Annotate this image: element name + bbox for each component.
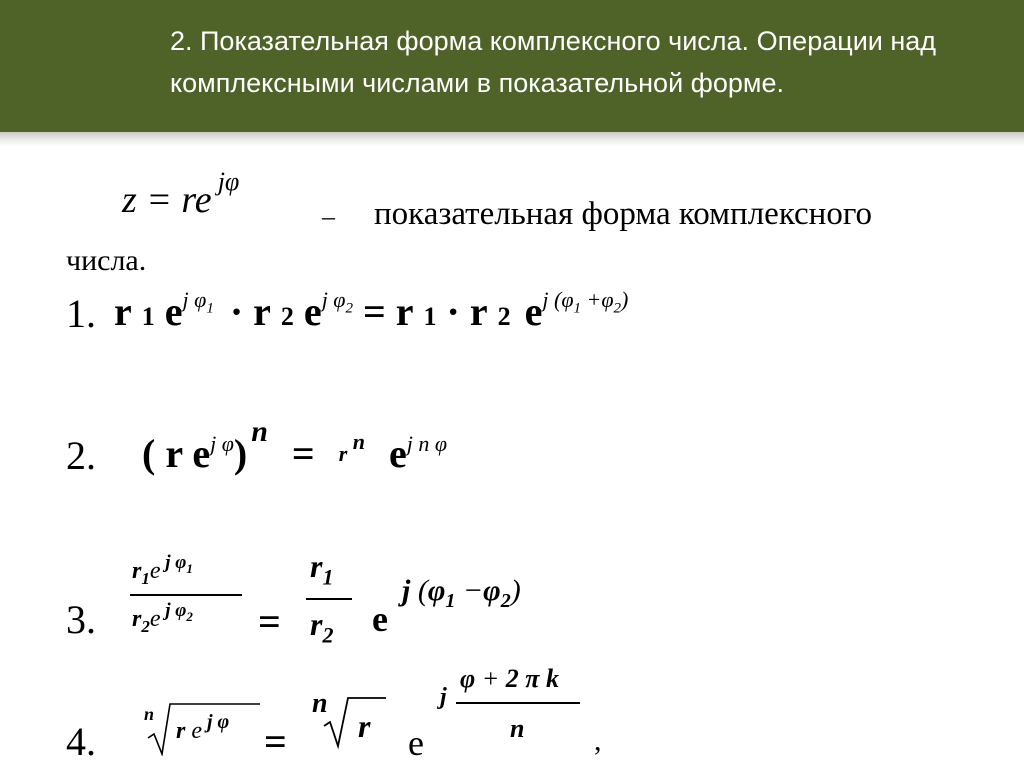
root4-index: n <box>144 704 155 724</box>
definition-text-line2: числа. <box>66 244 147 277</box>
equals-3: = <box>258 599 281 644</box>
exponent-4-denominator: n <box>510 714 525 743</box>
root4-radicand: r e $^{j \varphi}$ <box>176 711 230 744</box>
exp-base-4: e <box>408 723 424 763</box>
item-number-4: 4. <box>66 719 96 764</box>
fraction3b-bar <box>306 598 352 600</box>
header-divider <box>0 132 1024 146</box>
exponent-4-numerator: φ + 2 π k <box>460 664 559 693</box>
formula-product: r 1 $e^{j \varphi_1} \cdot r$ 2 $e^{j \varphi_2} = r$ 1 · r 2 $e^{j (\varphi_1 +\varphi_2)}$ <box>114 287 629 334</box>
definition-formula: z = re $^{j\varphi}$ <box>122 167 240 221</box>
item-number-3: 3. <box>66 597 96 642</box>
title-banner <box>0 0 1024 132</box>
exponent-4-bar <box>456 702 580 704</box>
equals-4: = <box>264 719 287 764</box>
exponent-4-j: j <box>440 684 447 710</box>
exponent-3: j $(\varphi_1 -\varphi_2)$ <box>402 574 521 612</box>
exp-base-3: e <box>372 599 388 639</box>
fraction3-bar <box>130 594 242 596</box>
definition-text-line1: показательная форма комплексного <box>374 196 873 232</box>
radical-sign-2 <box>322 694 388 750</box>
definition-dash: – <box>322 202 335 231</box>
item-number-1: 1. <box>66 291 96 336</box>
page-title: 2. Показательная форма комплексного числа. Операции над комплексными числами в показательной форме. <box>170 26 937 98</box>
fraction3-denominator: $r_2e$ $^{j \varphi_2}$ <box>132 600 193 636</box>
fraction3b-numerator: $r_1$ <box>310 548 334 590</box>
item-number-2: 2. <box>66 433 96 478</box>
trailing-comma: , <box>594 724 602 757</box>
formula-power: ( r $e^{j \varphi}$) $^n$ = r $^n$ $e^{j n \varphi}$ <box>142 415 448 476</box>
root4b-radicand: r <box>358 708 371 744</box>
root4b-index: n <box>312 688 328 719</box>
fraction3b-denominator: $r_2$ <box>310 606 334 648</box>
fraction3-numerator: $r_1e$ $^{j \varphi_1}$ <box>132 552 193 588</box>
